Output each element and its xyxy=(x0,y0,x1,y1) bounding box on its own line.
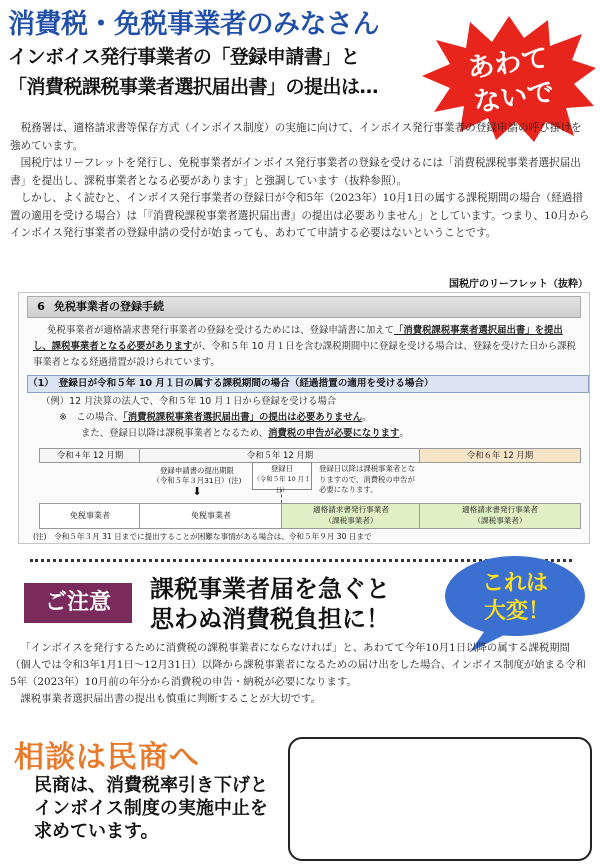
deadline-label: 登録申請書の提出期限 xyxy=(160,466,234,475)
leaflet-section-header xyxy=(27,296,581,318)
caution-text xyxy=(10,640,590,708)
section-title: 免税事業者の登録手続 xyxy=(54,300,164,313)
timeline-deadline xyxy=(147,466,247,497)
leaflet-body-a: 免税事業者が適格請求書発行事業者の登録を受けるためには、登録申請書に加えて xyxy=(47,325,394,336)
minsho-line-3: 求めています。 xyxy=(34,821,159,842)
timeline-registration-day xyxy=(252,462,312,494)
caution-paragraph-1: 「インボイスを発行するために消費税の課税事業者にならなければ」と、あわてて今年10月1日以降の属する課税期間（個人では令和3年1月1日〜12月31日）以降から課税事業者になるための届け出をした場合、インボイス制度が始まる令和5年（2023年）10月前の年分から消費税の申告・納税が必要になります。 xyxy=(10,642,587,688)
qualified1-label: 適格請求書発行事業者 xyxy=(313,505,389,514)
qualified-cell-1 xyxy=(281,503,421,529)
caution-badge: ご注意 xyxy=(24,583,132,623)
caution-paragraph-2: 課税事業者選択届出書の提出も慎重に判断することが大切です。 xyxy=(20,693,321,705)
qualified1-sub: （課税事業者） xyxy=(324,516,378,525)
leaflet-body-c: が、令和５年 10 月１日を含む課税期間中に登録を受ける場合は、登録を受けた日から課税事業者となる経過措置が設けられています。 xyxy=(33,341,576,368)
speech-bubble xyxy=(440,552,590,652)
bubble-text-1: これは xyxy=(481,571,549,596)
note1c: 。 xyxy=(362,412,372,423)
exempt-cell-2: 免税事業者 xyxy=(139,503,283,529)
subtitle-line-1: インボイス発行事業者の「登録申請書」と xyxy=(8,46,360,68)
timeline-year-3: 令和６年 12 月期 xyxy=(419,448,581,463)
timeline xyxy=(39,448,579,525)
exempt-cell-1: 免税事業者 xyxy=(39,503,141,529)
reg-day-sub: （令和５年 10 月１日） xyxy=(253,475,311,494)
timeline-year-2: 令和５年 12 月期 xyxy=(139,448,421,463)
bubble-text-2: 大変！ xyxy=(483,599,551,624)
consult-heading: 相談は民商へ xyxy=(14,740,200,775)
burst-text-2: ないで xyxy=(471,76,557,119)
note2c: 。 xyxy=(399,428,409,439)
minsho-message xyxy=(34,774,268,843)
qualified-cell-2 xyxy=(419,503,581,529)
leaflet-note-2 xyxy=(81,426,409,442)
intro-paragraph-1: 税務署は、適格請求書等保存方式（インボイス制度）の実施に向けて、インボイス発行事業者の登録申請の呼び掛けを強めています。 xyxy=(10,122,582,152)
note1b: 「消費税課税事業者選択届出書」の提出は必要ありません xyxy=(123,412,363,423)
leaflet-subsection-bar: （1） 登録日が令和５年 10 月１日の属する課税期間の場合（経過措置の適用を受ける場合） xyxy=(27,375,589,393)
timeline-after-note: 登録日以降は課税事業者となりますので、消費税の申告が必要になります。 xyxy=(319,464,416,494)
note2a: また、登録日以降は課税事業者となるため、 xyxy=(81,428,269,439)
note1a: ※ この場合、 xyxy=(59,412,124,423)
reg-day-label: 登録日 xyxy=(270,464,294,473)
intro-text xyxy=(10,120,590,243)
section-number: 6 xyxy=(37,300,45,313)
qualified2-sub: （課税事業者） xyxy=(473,516,527,525)
qualified2-label: 適格請求書発行事業者 xyxy=(462,505,538,514)
leaflet-example: （例）12 月決算の法人で、令和５年 10 月１日から登録を受ける場合 xyxy=(41,396,337,407)
page-title: 消費税・免税事業者のみなさん xyxy=(8,9,379,40)
down-arrow-icon: ⬇ xyxy=(192,485,202,498)
minsho-line-2: インボイス制度の実施中止を xyxy=(34,798,268,819)
deadline-sub: （令和５年３月31日）(注) xyxy=(152,476,242,485)
intro-paragraph-3: しかし、よく読むと、インボイス発行事業者の登録日が令和5年（2023年）10月1日の属する課税期間の場合（経過措置の適用を受ける場合）は「『消費税課税事業者選択届出書』の提出は必要ありません」としています。つまり、10月からインボイス発行事業者の登録申請の受付が始まっても、あわてて申請する必要はないということです。 xyxy=(10,192,590,239)
subtitle-line-2: 「消費税課税事業者選択届出書」の提出は… xyxy=(8,76,379,98)
leaflet-source-label: 国税庁のリーフレット（抜粋） xyxy=(449,279,588,290)
leaflet-excerpt xyxy=(18,292,590,544)
leaflet-note-1 xyxy=(59,410,372,426)
leaflet-footnote: (注) 令和５年３月 31 日までに提出することが困難な事情がある場合は、令和５年９月 30 日まで xyxy=(33,532,372,541)
caution-title xyxy=(150,574,390,634)
leaflet-body xyxy=(33,323,579,371)
caution-title-line-1: 課税事業者届を急ぐと xyxy=(150,575,390,603)
caution-title-line-2: 思わぬ消費税負担に！ xyxy=(150,605,390,633)
burst-text-1: あわて xyxy=(465,42,551,85)
leaflet-body-b: 「消費税課税事業者選択届出書」を提出し、課税事業者となる必要があります xyxy=(33,325,563,352)
intro-paragraph-2: 国税庁はリーフレットを発行し、免税事業者がインボイス発行事業者の登録を受けるには「消費税課税事業者選択届出書」を提出し、課税事業者となる必要があります」と強調しています（抜粋参照）。 xyxy=(10,157,581,187)
contact-box xyxy=(288,737,592,861)
note2b: 消費税の申告が必要になります xyxy=(268,428,400,439)
registration-marker xyxy=(281,489,282,503)
minsho-line-1: 民商は、消費税率引き下げと xyxy=(34,775,268,796)
timeline-year-1: 令和４年 12 月期 xyxy=(39,448,141,463)
